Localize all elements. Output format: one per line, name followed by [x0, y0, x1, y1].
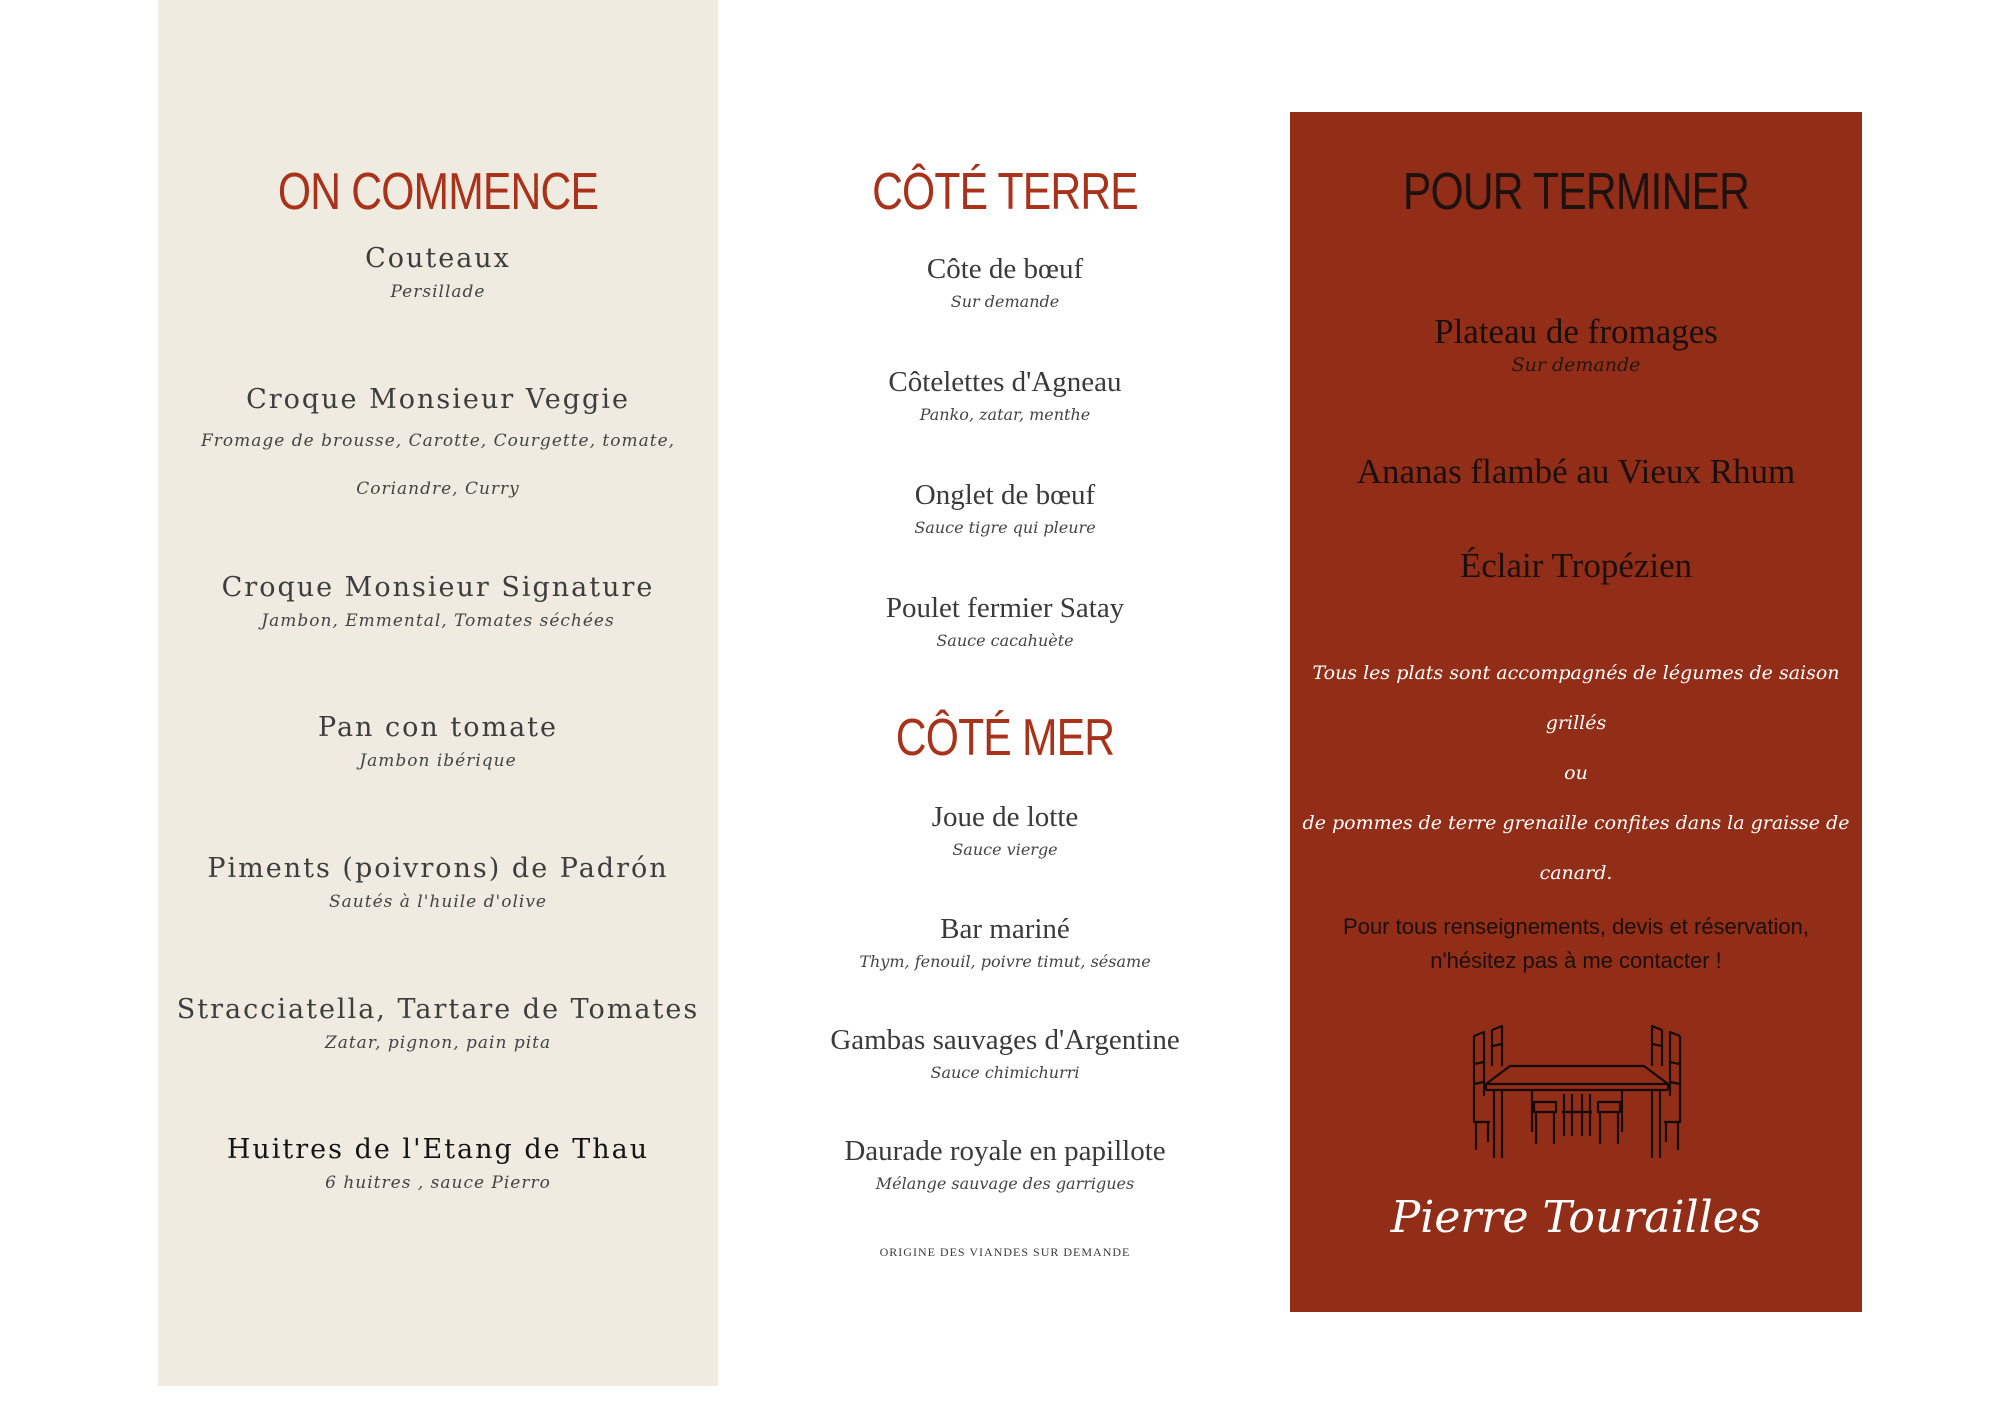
menu-item [790, 1024, 1220, 1082]
dish-name: Pan con tomate [317, 712, 558, 743]
dish-description: Sautés à l'huile d'olive [329, 892, 547, 912]
dish-name: Piments (poivrons) de Padrón [207, 853, 669, 884]
starters-panel [158, 0, 718, 1386]
dish-name: Daurade royale en papillote [844, 1135, 1166, 1167]
menu-item [158, 712, 718, 771]
dish-description: Sauce chimichurri [930, 1063, 1080, 1082]
side-note-line: de pommes de terre grenaille confites dans la graisse de [1302, 812, 1850, 834]
side-note-line: canard. [1539, 862, 1613, 884]
menu-item [1290, 452, 1862, 492]
menu-item [158, 853, 718, 912]
menu-item [790, 801, 1220, 859]
menu-item [790, 592, 1220, 650]
contact-text [1290, 910, 1862, 978]
menu-item [790, 913, 1220, 971]
dish-description: Sur demande [950, 292, 1060, 311]
menu-item [790, 366, 1220, 424]
starters-heading: ON COMMENCE [277, 163, 599, 221]
dish-name: Huitres de l'Etang de Thau [226, 1134, 650, 1165]
dish-description: Mélange sauvage des garrigues [875, 1174, 1135, 1193]
menu-item [158, 994, 718, 1053]
mains-panel [790, 0, 1220, 1300]
dish-name: Bar mariné [940, 913, 1070, 945]
dish-name: Plateau de fromages [1434, 312, 1718, 351]
dish-name: Onglet de bœuf [914, 479, 1096, 511]
dish-name: Croque Monsieur Signature [221, 572, 655, 603]
dish-description: Sur demande [1511, 354, 1641, 376]
dish-description: 6 huitres , sauce Pierro [325, 1173, 551, 1193]
menu-item [158, 243, 718, 302]
dish-description: Sauce cacahuète [936, 631, 1074, 650]
menu-item [1290, 546, 1862, 586]
desserts-heading: POUR TERMINER [1402, 163, 1750, 221]
dish-description: Persillade [390, 282, 486, 302]
origin-note: ORIGINE DES VIANDES SUR DEMANDE [879, 1245, 1131, 1259]
dining-table-icon [1472, 1024, 1682, 1164]
dish-description: Sauce vierge [952, 840, 1058, 859]
menu-item [1290, 312, 1862, 376]
dish-name: Gambas sauvages d'Argentine [830, 1024, 1180, 1056]
dish-name: Poulet fermier Satay [885, 592, 1125, 624]
dish-description: Panko, zatar, menthe [919, 405, 1091, 424]
side-note-line: ou [1564, 762, 1588, 784]
signature: Pierre Tourailles [1390, 1192, 1762, 1243]
contact-line: Pour tous renseignements, devis et réservation, [1343, 914, 1809, 939]
dish-description: Jambon, Emmental, Tomates séchées [261, 611, 615, 631]
dish-description: Thym, fenouil, poivre timut, sésame [859, 952, 1151, 971]
menu-item [790, 479, 1220, 537]
dish-name: Croque Monsieur Veggie [246, 384, 630, 415]
contact-line: n'hésitez pas à me contacter ! [1430, 948, 1722, 973]
land-heading: CÔTÉ TERRE [872, 163, 1138, 221]
dish-name: Éclair Tropézien [1459, 546, 1693, 585]
dish-name: Ananas flambé au Vieux Rhum [1356, 452, 1796, 491]
menu-item [158, 1134, 718, 1193]
dish-name: Couteaux [365, 243, 511, 274]
menu-item [790, 1135, 1220, 1193]
menu-item [158, 572, 718, 631]
dish-name: Joue de lotte [931, 801, 1079, 833]
menu-item [790, 253, 1220, 311]
side-dish-note [1290, 648, 1862, 898]
dish-description: Sauce tigre qui pleure [914, 518, 1096, 537]
dish-name: Côte de bœuf [926, 253, 1084, 285]
menu-item [158, 384, 718, 513]
sea-heading: CÔTÉ MER [895, 709, 1115, 767]
dish-description: Zatar, pignon, pain pita [324, 1033, 552, 1053]
side-note-line: Tous les plats sont accompagnés de légumes de saison grillés [1312, 662, 1840, 734]
dish-description: Jambon ibérique [359, 751, 517, 771]
dish-name: Côtelettes d'Agneau [888, 366, 1122, 398]
dish-name: Stracciatella, Tartare de Tomates [176, 994, 700, 1025]
dish-description: Fromage de brousse, Carotte, Courgette, tomate, Coriandre, Curry [200, 431, 676, 499]
desserts-panel [1290, 112, 1862, 1312]
